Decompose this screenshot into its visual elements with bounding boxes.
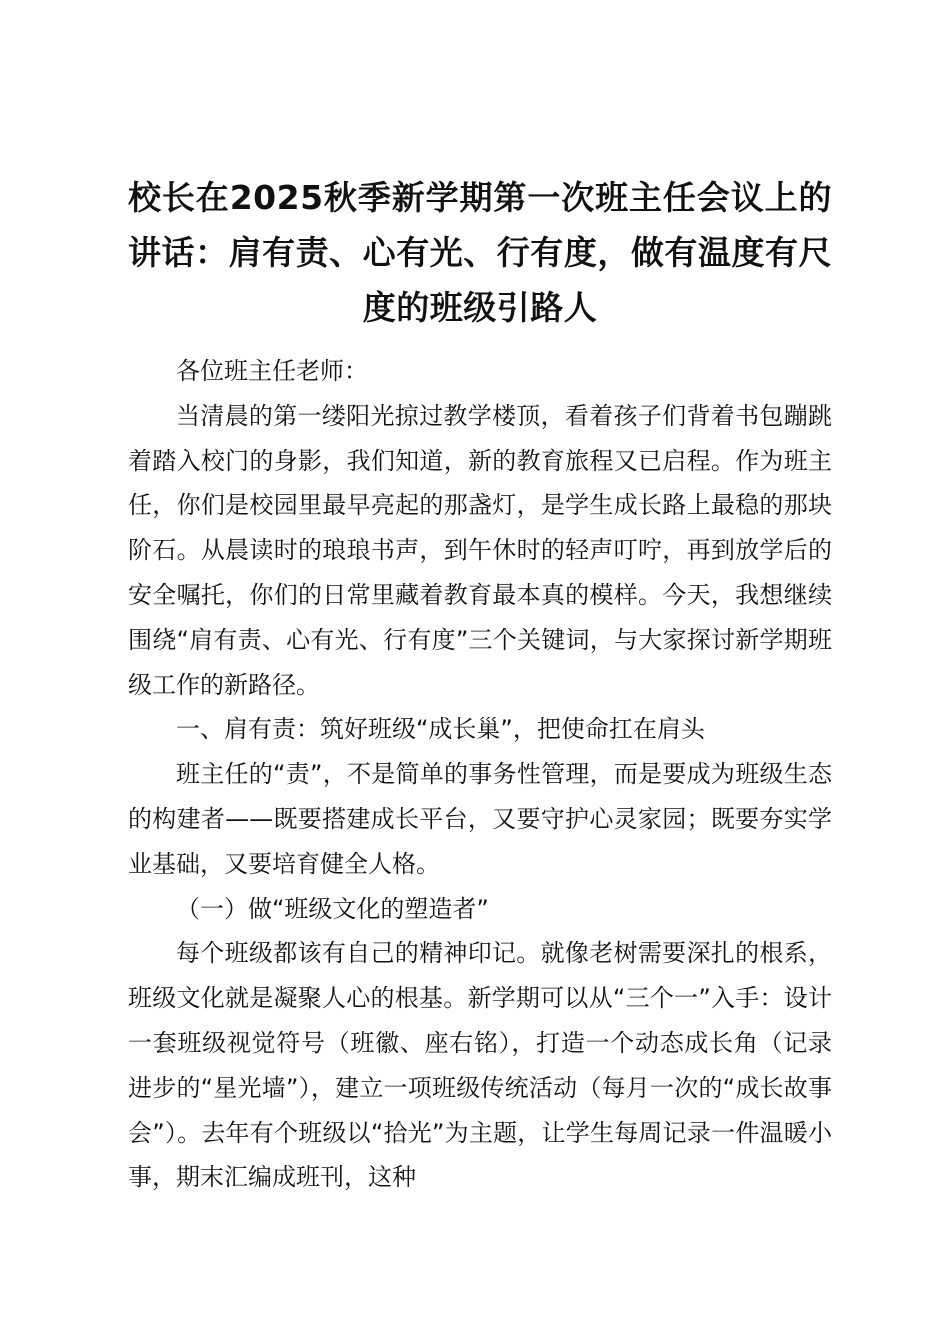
document-page <box>128 170 832 1200</box>
subsection-paragraph-1: 每个班级都该有自己的精神印记。就像老树需要深扎的根系，班级文化就是凝聚人心的根基。新学期可以从“三个一”入手：设计一套班级视觉符号（班徽、座右铭），打造一个动态成长角（记录进步的“星光墙”），建立一项班级传统活动（每月一次的“成长故事会”）。去年有个班级以“拾光”为主题，让学生每周记录一件温暖小事，期末汇编成班刊，这种 <box>128 939 832 1192</box>
opening-paragraph: 当清晨的第一缕阳光掠过教学楼顶，看着孩子们背着书包蹦跳着踏入校门的身影，我们知道，新的教育旅程又已启程。作为班主任，你们是校园里最早亮起的那盏灯，是学生成长路上最稳的那块阶石。从晨读时的琅琅书声，到午休时的轻声叮咛，再到放学后的安全嘱托，你们的日常里藏着教育最本真的模样。今天，我想继续围绕“肩有责、心有光、行有度”三个关键词，与大家探讨新学期班级工作的新路径。 <box>128 401 832 699</box>
subsection-heading-1: （一）做“班级文化的塑造者” <box>176 894 489 923</box>
salutation: 各位班主任老师： <box>176 357 368 385</box>
document-body <box>128 349 832 1200</box>
section-heading-1: 一、肩有责：筑好班级“成长巢”，把使命扛在肩头 <box>176 715 705 744</box>
document-title: 校长在2025秋季新学期第一次班主任会议上的讲话：肩有责、心有光、行有度，做有温度有尺度的班级引路人 <box>128 178 832 327</box>
section-paragraph-1: 班主任的“责”，不是简单的事务性管理，而是要成为班级生态的构建者——既要搭建成长平台，又要守护心灵家园；既要夯实学业基础，又要培育健全人格。 <box>128 760 832 878</box>
